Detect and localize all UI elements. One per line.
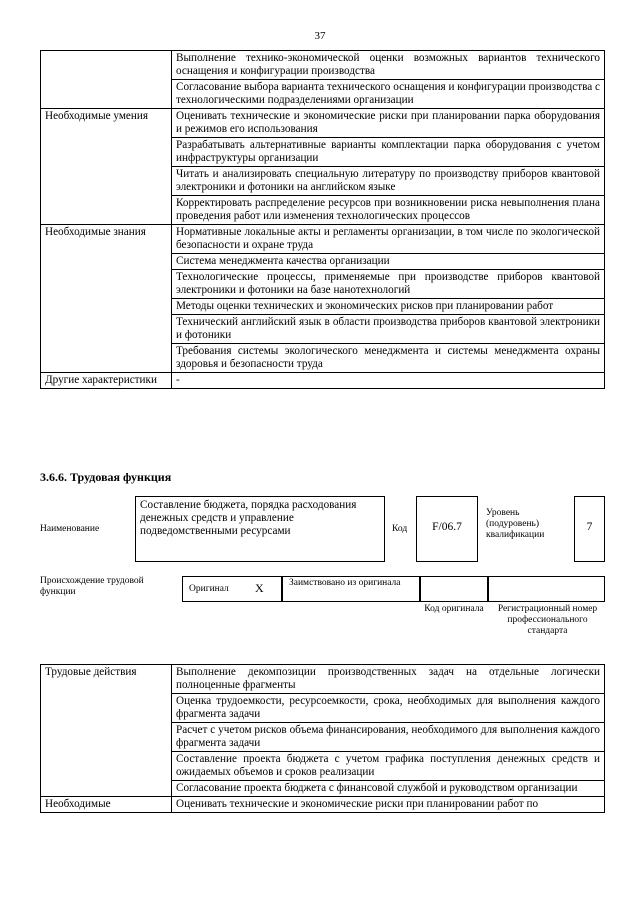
row-item: Выполнение технико-экономической оценки возможных вариантов технического оснащения и конфигурации производства: [172, 51, 605, 80]
page-number: 37: [314, 30, 326, 42]
row-item: Оценивать технические и экономические риски при планировании парка оборудования и режимов его использования: [172, 109, 605, 138]
row-item: Методы оценки технических и экономических рисков при планировании работ: [172, 299, 605, 315]
skills-knowledge-table: [40, 50, 605, 389]
row-item: Согласование проекта бюджета с финансовой службой и руководством организации: [172, 781, 605, 797]
level-label: Уровень (подуровень) квалификации: [486, 508, 545, 540]
row-item: Требования системы экологического менеджмента и системы менеджмента охраны здоровья и безопасности труда: [172, 344, 605, 373]
row-item: Оценивать технические и экономические риски при планировании работ по: [172, 797, 605, 813]
row-label: Необходимые знания: [41, 225, 172, 373]
level-box: [574, 496, 605, 562]
level-value: 7: [586, 521, 593, 533]
row-item: Составление проекта бюджета с учетом графика поступления денежных средств и ожидаемых объемов и сроков реализации: [172, 752, 605, 781]
reg-number-caption: Регистрационный номер профессионального стандарта: [497, 604, 598, 636]
row-item: Система менеджмента качества организации: [172, 254, 605, 270]
row-item: Технический английский язык в области производства приборов квантовой электроники и фотоники: [172, 315, 605, 344]
original-mark: X: [255, 581, 264, 595]
borrowed-label: Заимствовано из оригинала: [289, 578, 401, 588]
row-item: Согласование выбора варианта технического оснащения и конфигурации производства с технологическими подразделениями организации: [172, 80, 605, 109]
table-row: [41, 109, 605, 138]
row-item: -: [172, 373, 605, 389]
function-name-box: [135, 496, 385, 562]
reg-number-cell: [488, 576, 605, 602]
labor-actions-table: [40, 664, 605, 813]
row-label: Необходимые: [41, 797, 172, 813]
original-label: Оригинал: [189, 584, 229, 594]
row-item: Оценка трудоемкости, ресурсоемкости, срока, необходимых для выполнения каждого фрагмента задачи: [172, 694, 605, 723]
function-name: Составление бюджета, порядка расходования денежных средств и управление подведомственными ресурсами: [140, 499, 357, 537]
row-label: Трудовые действия: [41, 665, 172, 797]
code-original-caption: Код оригинала: [424, 604, 484, 614]
table-row: [41, 797, 605, 813]
borrowed-cell: [282, 576, 420, 602]
table-row: [41, 373, 605, 389]
row-item: Расчет с учетом рисков объема финансирования, необходимого для выполнения каждого фрагмента задачи: [172, 723, 605, 752]
code-original-cell: [420, 576, 488, 602]
origin-label: Происхождение трудовой функции: [40, 576, 144, 597]
row-item: Разрабатывать альтернативные варианты комплектации парка оборудования с учетом инфраструктуры организации: [172, 138, 605, 167]
code-label: Код: [392, 524, 408, 534]
row-item: Корректировать распределение ресурсов при возникновении риска невыполнения плана проведения работ или изменения технологических процессов: [172, 196, 605, 225]
row-item: Читать и анализировать специальную литературу по производству приборов квантовой электроники и фотоники на английском языке: [172, 167, 605, 196]
table-row: [41, 51, 605, 80]
code-value: F/06.7: [432, 521, 462, 533]
original-cell: [182, 576, 282, 602]
name-label: Наименование: [40, 524, 100, 534]
code-box: [416, 496, 478, 562]
table-row: [41, 225, 605, 254]
row-label: Другие характеристики: [41, 373, 172, 389]
table-row: [41, 665, 605, 694]
row-label: Необходимые умения: [41, 109, 172, 225]
row-label: [41, 51, 172, 109]
section-heading: 3.6.6. Трудовая функция: [40, 470, 172, 484]
row-item: Технологические процессы, применяемые при производстве приборов квантовой электроники и фотоники на базе нанотехнологий: [172, 270, 605, 299]
row-item: Выполнение декомпозиции производственных задач на отдельные логически полноценные фрагменты: [172, 665, 605, 694]
row-item: Нормативные локальные акты и регламенты организации, в том числе по экологической безопасности и охране труда: [172, 225, 605, 254]
